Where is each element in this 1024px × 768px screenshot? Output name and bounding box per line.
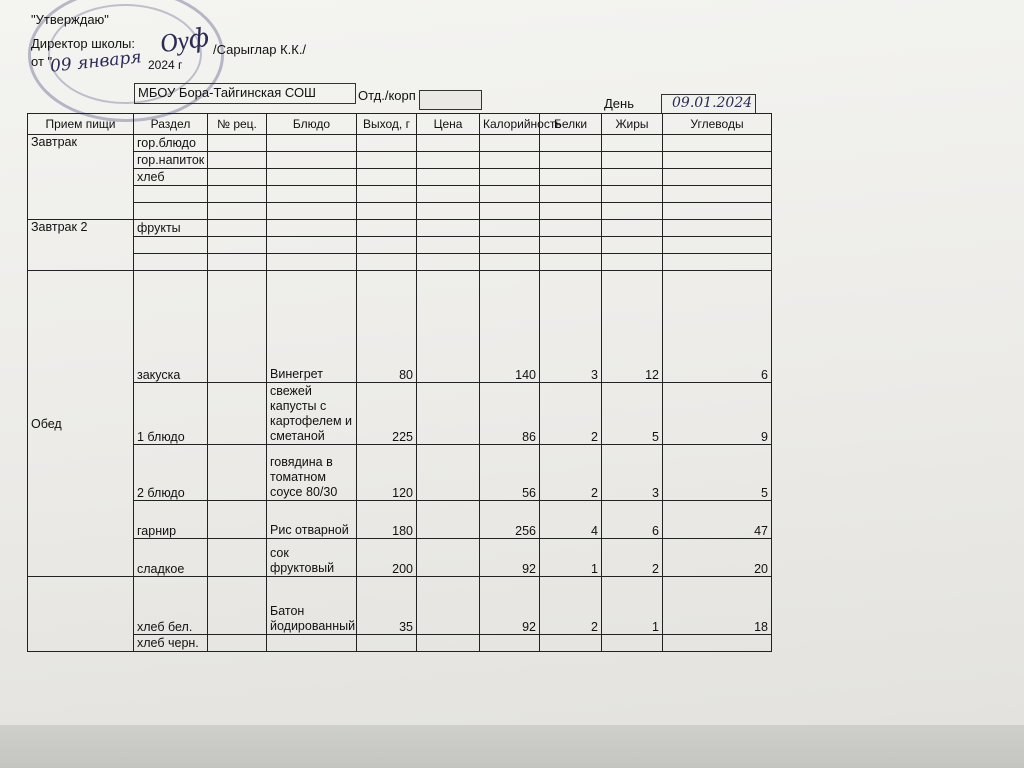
dish-cell: [267, 635, 357, 652]
table-row: [28, 539, 772, 577]
col-weight: Выход, г: [357, 114, 417, 135]
meal-breakfast: Завтрак: [28, 135, 134, 220]
dish-cell: говядина в томатном соусе 80/30: [267, 445, 357, 501]
section-cell: хлеб черн.: [134, 635, 208, 652]
weight-cell: 80: [357, 271, 417, 383]
protein-cell: 2: [540, 577, 602, 635]
weight-cell: [357, 635, 417, 652]
weight-cell: 120: [357, 445, 417, 501]
weight-cell: 35: [357, 577, 417, 635]
weight-cell: 225: [357, 383, 417, 445]
protein-cell: 3: [540, 271, 602, 383]
table-row: [28, 271, 772, 383]
kcal-cell: 86: [480, 383, 540, 445]
fat-cell: 5: [602, 383, 663, 445]
col-kcal: Калорийность: [480, 114, 540, 135]
director-label: Директор школы:: [31, 36, 135, 51]
price-cell: [417, 445, 480, 501]
col-section: Раздел: [134, 114, 208, 135]
col-recipe: № рец.: [208, 114, 267, 135]
price-cell: [417, 577, 480, 635]
approve-label: "Утверждаю": [31, 12, 109, 27]
section-cell: хлеб бел.: [134, 577, 208, 635]
price-cell: [417, 539, 480, 577]
table-row: [28, 254, 772, 271]
dept-label: Отд./корп: [358, 88, 416, 103]
fat-cell: 3: [602, 445, 663, 501]
col-price: Цена: [417, 114, 480, 135]
dish-cell: свежей капусты с картофелем и сметаной: [267, 383, 357, 445]
year-suffix: 2024 г: [148, 58, 183, 72]
table-row: [28, 577, 772, 635]
kcal-cell: 92: [480, 539, 540, 577]
weight-cell: 200: [357, 539, 417, 577]
director-signature: Ѹф: [158, 22, 212, 60]
fat-cell: 2: [602, 539, 663, 577]
dish-cell: Рис отварной: [267, 501, 357, 539]
kcal-cell: 56: [480, 445, 540, 501]
price-cell: [417, 501, 480, 539]
carbs-cell: 20: [663, 539, 772, 577]
table-row: [28, 186, 772, 203]
carbs-cell: 6: [663, 271, 772, 383]
fat-cell: [602, 635, 663, 652]
section-cell: закуска: [134, 271, 208, 383]
day-value: 09.01.2024: [672, 95, 753, 111]
recipe-cell: [208, 445, 267, 501]
carbs-cell: 5: [663, 445, 772, 501]
section-cell: 2 блюдо: [134, 445, 208, 501]
carbs-cell: 47: [663, 501, 772, 539]
table-row: [28, 383, 772, 445]
col-protein: Белки: [540, 114, 602, 135]
section-cell: фрукты: [134, 220, 208, 237]
table-row: [28, 237, 772, 254]
fat-cell: 1: [602, 577, 663, 635]
recipe-cell: [208, 501, 267, 539]
from-label: от ": [31, 54, 53, 69]
section-cell: гор.напиток: [134, 152, 208, 169]
meal-breakfast2: Завтрак 2: [28, 220, 134, 271]
kcal-cell: 92: [480, 577, 540, 635]
price-cell: [417, 635, 480, 652]
table-row: [28, 220, 772, 237]
recipe-cell: [208, 539, 267, 577]
meal-lunch: Обед: [28, 271, 134, 577]
kcal-cell: 256: [480, 501, 540, 539]
table-row: [28, 169, 772, 186]
protein-cell: [540, 635, 602, 652]
recipe-cell: [208, 635, 267, 652]
fat-cell: 12: [602, 271, 663, 383]
weight-cell: 180: [357, 501, 417, 539]
kcal-cell: 140: [480, 271, 540, 383]
col-carbs: Углеводы: [663, 114, 772, 135]
table-row: [28, 203, 772, 220]
price-cell: [417, 383, 480, 445]
fat-cell: 6: [602, 501, 663, 539]
school-name: МБОУ Бора-Тайгинская СОШ: [138, 85, 316, 100]
dish-cell: сок фруктовый: [267, 539, 357, 577]
section-cell: хлеб: [134, 169, 208, 186]
table-surface: [0, 725, 1024, 768]
carbs-cell: [663, 635, 772, 652]
col-dish: Блюдо: [267, 114, 357, 135]
col-fat: Жиры: [602, 114, 663, 135]
price-cell: [417, 271, 480, 383]
protein-cell: 2: [540, 383, 602, 445]
table-row: [28, 501, 772, 539]
menu-table: [27, 113, 772, 652]
table-row: [28, 135, 772, 152]
recipe-cell: [208, 271, 267, 383]
dish-cell: Винегрет: [267, 271, 357, 383]
dish-cell: Батон йодированный: [267, 577, 357, 635]
section-cell: гарнир: [134, 501, 208, 539]
recipe-cell: [208, 577, 267, 635]
header-row: [28, 114, 772, 135]
section-cell: 1 блюдо: [134, 383, 208, 445]
table-row: [28, 635, 772, 652]
kcal-cell: [480, 635, 540, 652]
protein-cell: 1: [540, 539, 602, 577]
table-row: [28, 152, 772, 169]
protein-cell: 2: [540, 445, 602, 501]
director-name: /Сарыглар К.К./: [213, 42, 307, 57]
dept-field[interactable]: [419, 90, 482, 110]
carbs-cell: 18: [663, 577, 772, 635]
col-meal: Прием пищи: [28, 114, 134, 135]
protein-cell: 4: [540, 501, 602, 539]
carbs-cell: 9: [663, 383, 772, 445]
handwritten-date: 09 января: [49, 47, 143, 77]
section-cell: сладкое: [134, 539, 208, 577]
section-cell: гор.блюдо: [134, 135, 208, 152]
day-label: День: [604, 96, 634, 111]
recipe-cell: [208, 383, 267, 445]
table-row: [28, 445, 772, 501]
